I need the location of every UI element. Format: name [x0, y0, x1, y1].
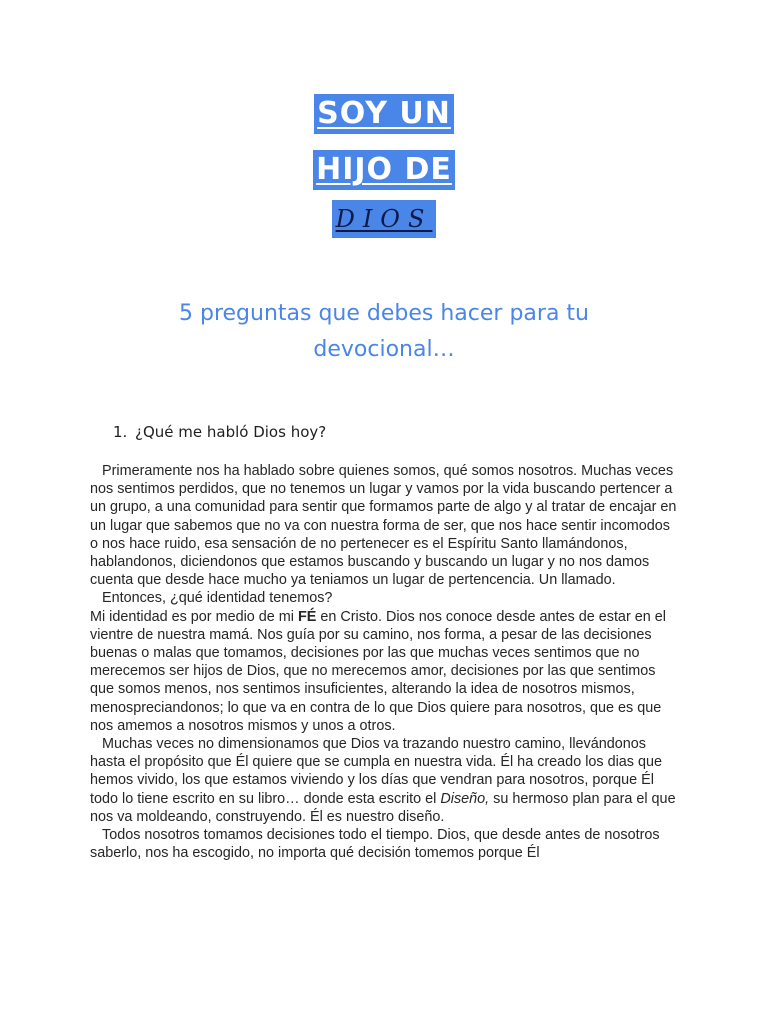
title-line-2: HIJO DE	[313, 150, 455, 190]
paragraph-3-start: Mi identidad es por medio de mi	[90, 608, 298, 625]
fe-bold-word: FÉ	[297, 608, 317, 625]
title-row-3	[0, 200, 768, 238]
body-text	[90, 462, 680, 862]
title-line-3: DIOS	[332, 200, 437, 238]
subtitle: 5 preguntas que debes hacer para tu devocional…	[179, 301, 589, 362]
paragraph-3	[90, 608, 680, 735]
paragraph-1: Primeramente nos ha hablado sobre quienes somos, qué somos nosotros. Muchas veces nos sentimos perdidos, que no tenemos un lugar y vamos por la vida buscando pertencer a un grupo, a una comunidad para sentir que formamos parte de algo y al tratar de encajar en un lugar que sabemos que no va con nuestra forma de ser, que nos hace sentir incomodos o nos hace ruido, esa sensación de no pertenecer es el Espíritu Santo llamándonos, hablandonos, diciendonos que estamos buscando y buscando un lugar y no nos damos cuenta que desde hace mucho ya teniamos un lugar de pertencencia. Un llamado.	[90, 463, 677, 589]
paragraph-3-rest: en Cristo. Dios nos conoce desde antes de estar en el vientre de nuestra mamá. Nos guía por su camino, nos forma, a pesar de las decisiones buenas o malas que tomamos, decisiones por las que muchas veces sentimos que no merecemos ser hijos de Dios, que no merecemos amor, decisiones por las que sentimos que somos menos, nos sentimos insuficientes, alterando la idea de nosotros mismos, menospreciandonos; lo que va en contra de lo que Dios quiere para nosotros, que es que nos amemos a nosotros mismos y unos a otros.	[90, 608, 666, 734]
diseno-italic-word: Diseño,	[440, 790, 490, 807]
paragraph-4	[90, 735, 680, 826]
paragraph-4-rest: su hermoso plan para el que nos va moldeando, construyendo. Él es nuestro diseño.	[90, 790, 676, 825]
question-text: ¿Qué me habló Dios hoy?	[135, 423, 327, 441]
paragraph-2: Entonces, ¿qué identidad tenemos?	[102, 590, 333, 607]
paragraph-4-start: Muchas veces no dimensionamos que Dios va trazando nuestro camino, llevándonos hasta el propósito que Él quiere que se cumpla en nuestra vida. Él ha creado los dias que hemos vivido, los que estamos viviendo y los días que vendran para nosotros, porque Él todo lo tiene escrito en su libro… donde esta escrito el	[90, 736, 662, 807]
paragraph-5: Todos nosotros tomamos decisiones todo el tiempo. Dios, que desde antes de nosotros saberlo, nos ha escogido, no importa qué decisión tomemos porque Él	[90, 827, 660, 862]
title-line-1: SOY UN	[314, 94, 454, 134]
question-number: 1.	[113, 423, 128, 441]
title-row-2	[0, 150, 768, 190]
question-heading	[113, 422, 326, 442]
title-row-1	[0, 94, 768, 134]
